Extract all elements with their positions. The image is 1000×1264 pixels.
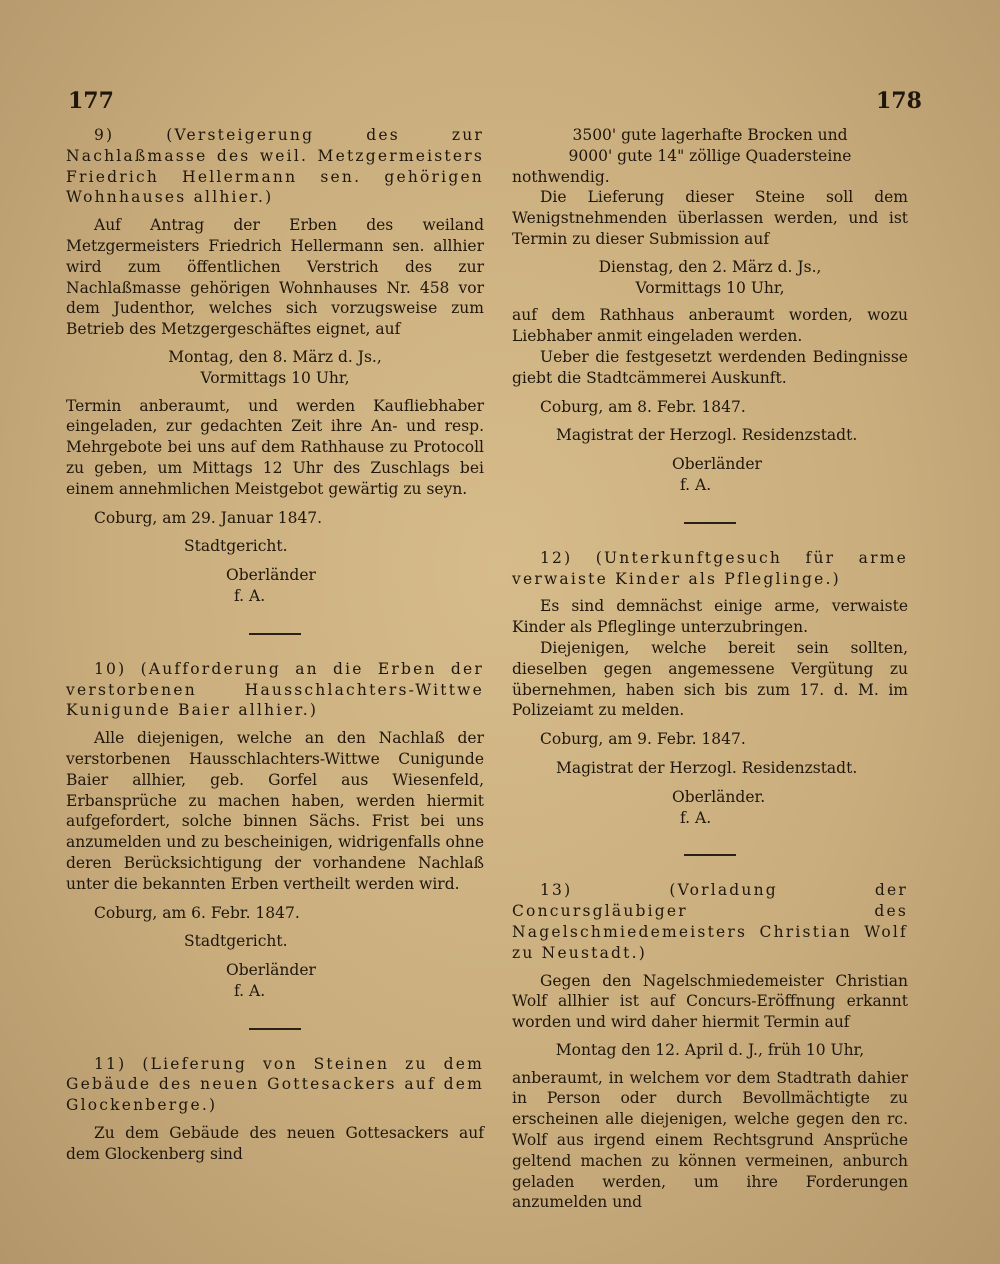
notice-11-body2: auf dem Rathhaus anberaumt worden, wozu Liebhaber anmit eingeladen werden. [512, 306, 908, 346]
notice-10-authority: Stadtgericht. [184, 932, 288, 951]
separator-rule [684, 522, 736, 524]
notice-11-body-b: Die Lieferung dieser Steine soll dem Wenigstnehmenden überlassen werden, und ist Termin zu dieser Submission auf [512, 188, 908, 248]
notice-9-body: Auf Antrag der Erben des weiland Metzgermeisters Friedrich Hellermann sen. allhier wird zum öffentlichen Verstrich des zur Nachlaßmasse gehörigen Wohnhauses Nr. 458 vor dem Judenthor, welches sich vorzugsweise zum Betrieb des Metzgergeschäftes eignet, auf [66, 216, 484, 339]
notice-11-body-cont: nothwendig. [512, 167, 610, 186]
notice-13-date: Montag den 12. April d. J., früh 10 Uhr, [555, 1040, 865, 1059]
notice-11-initials: f. A. [680, 475, 712, 494]
notice-13-body: Gegen den Nagelschmiedemeister Christian Wolf allhier ist auf Concurs-Eröffnung erkannt worden und wird daher hiermit Termin auf [512, 971, 908, 1032]
notice-13-body2: anberaumt, in welchem vor dem Stadtrath dahier in Person oder durch Bevollmächtigte zu erscheinen alle diejenigen, welche gegen den rc. Wolf aus irgend einem Rechtsgrund Ansprüche geltend machen zu können vermeinen, anburch geladen werden, um ihre Forderungen anzumelden und [512, 1068, 908, 1212]
notice-12-body: Es sind demnächst einige arme, verwaiste Kinder als Pfleglinge unterzubringen. [512, 597, 908, 637]
notice-12-initials: f. A. [680, 808, 712, 827]
notice-11-heading: 11) (Lieferung von Steinen zu dem Gebäude des neuen Gottesackers auf dem Glockenberge.) [66, 1054, 484, 1115]
page-number-left: 177 [68, 88, 114, 114]
notice-10-heading: 10) (Aufforderung an die Erben der verstorbenen Hausschlachters-Wittwe Kunigunde Baier allhier.) [66, 659, 484, 720]
notice-9-heading: 9) (Versteigerung des zur Nachlaßmasse des weil. Metzgermeisters Friedrich Hellermann sen. gehörigen Wohnhauses allhier.) [66, 126, 484, 207]
notice-11-date: Dienstag, den 2. März d. Js., [598, 257, 822, 276]
notice-9-signer: Oberländer [226, 566, 316, 585]
notice-11-authority: Magistrat der Herzogl. Residenzstadt. [556, 426, 858, 445]
notice-11-body3: Ueber die festgesetzt werdenden Bedingnisse giebt die Stadtcämmerei Auskunft. [512, 347, 908, 387]
notice-11-signer: Oberländer [672, 455, 762, 474]
notice-10-signer: Oberländer [226, 961, 316, 980]
notice-11-body: Zu dem Gebäude des neuen Gottesackers auf dem Glockenberg sind [66, 1124, 484, 1163]
notice-9-place-date: Coburg, am 29. Januar 1847. [94, 508, 323, 527]
separator-rule [684, 854, 736, 856]
notice-12-body2: Diejenigen, welche bereit sein sollten, dieselben gegen angemessene Vergütung zu übernehmen, haben sich bis zum 17. d. M. im Polizeiamt zu melden. [512, 638, 908, 720]
notice-10-body: Alle diejenigen, welche an den Nachlaß der verstorbenen Hausschlachters-Wittwe Cunigunde Baier allhier, geb. Gorfel aus Wiesenfeld, Erbansprüche zu machen haben, werden hiermit aufgefordert, solche binnen Sächs. Frist bei uns anzumelden und zu bescheinigen, widrigenfalls ohne deren Berücksichtigung der vorhandene Nachlaß unter die bekannten Erben vertheilt werden wird. [66, 729, 484, 893]
notice-11-place-date: Coburg, am 8. Febr. 1847. [540, 397, 746, 416]
notice-12-heading: 12) (Unterkunftgesuch für arme verwaiste Kinder als Pfleglinge.) [512, 548, 908, 588]
notice-11-item-2: 9000' gute 14" zöllige Quadersteine [568, 146, 852, 165]
separator-rule [249, 633, 301, 635]
notice-12-place-date: Coburg, am 9. Febr. 1847. [540, 730, 746, 749]
notice-9-body2: Termin anberaumt, und werden Kaufliebhaber eingeladen, zur gedachten Zeit ihre An- und resp. Mehrgebote bei uns auf dem Rathhause zu Protocoll zu geben, um Mittags 12 Uhr des Zuschlags bei einem annehmlichen Meistgebot gewärtig zu seyn. [66, 396, 484, 498]
notice-12-authority: Magistrat der Herzogl. Residenzstadt. [556, 758, 858, 777]
notice-10-place-date: Coburg, am 6. Febr. 1847. [94, 903, 300, 922]
notice-11-item-1: 3500' gute lagerhafte Brocken und [572, 126, 848, 144]
notice-9-initials: f. A. [234, 586, 266, 605]
notice-9-date: Montag, den 8. März d. Js., [168, 347, 382, 366]
right-column [512, 125, 908, 1213]
notice-13-heading: 13) (Vorladung der Concursgläubiger des Nagelschmiedemeisters Christian Wolf zu Neustadt.) [512, 881, 908, 962]
separator-rule [249, 1028, 301, 1030]
notice-10-initials: f. A. [234, 981, 266, 1000]
notice-9-authority: Stadtgericht. [184, 537, 288, 556]
notice-12-signer: Oberländer. [672, 787, 766, 806]
notice-11-time: Vormittags 10 Uhr, [635, 278, 785, 297]
left-column [66, 125, 484, 1165]
page-number-right: 178 [876, 88, 922, 114]
notice-9-time: Vormittags 10 Uhr, [200, 368, 350, 387]
